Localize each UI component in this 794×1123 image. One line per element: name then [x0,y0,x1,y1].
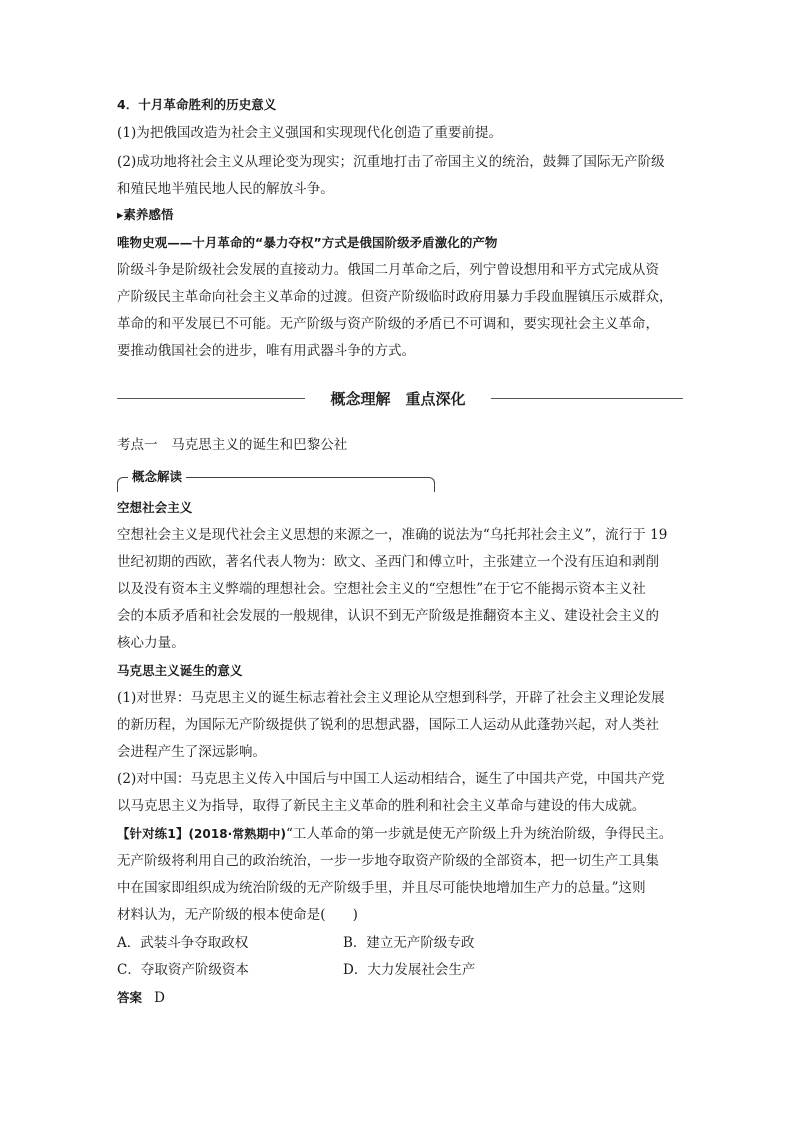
concept-box-label: 概念解读 [128,468,186,486]
option-a: A．武装斗争夺取政权 [117,935,249,951]
paragraph-line: (2)成功地将社会主义从理论变为现实；沉重地打击了帝国主义的统治，鼓舞了国际无产阶级 [117,154,665,170]
paragraph-line: 会进程产生了深远影响。 [117,744,267,760]
divider-right [491,398,683,399]
paragraph-line: 要推动俄国社会的进步，唯有用武器斗争的方式。 [117,343,416,359]
paragraph-line: 核心力量。 [117,635,185,651]
paragraph-line: 空想社会主义是现代社会主义思想的来源之一，准确的说法为“乌托邦社会主义”，流行于 19 [117,527,668,543]
exercise-text: “工人革命的第一步就是使无产阶级上升为统治阶级，争得民主。 [285,826,673,842]
divider-left [117,398,305,399]
option-c: C．夺取资产阶级资本 [117,962,249,978]
paragraph-line: (1)为把俄国改造为社会主义强国和实现现代化创造了重要前提。 [117,125,503,141]
exercise-tag: 【针对练1】 [117,826,189,841]
paragraph-line: 世纪初期的西欧，著名代表人物为：欧文、圣西门和傅立叶，主张建立一个没有压迫和剥削 [117,554,659,570]
option-d: D．大力发展社会生产 [343,962,476,978]
answer-value: D [154,990,165,1006]
section-banner-title: 概念理解 重点深化 [330,390,466,408]
exercise-first-line [117,825,683,843]
paragraph-line: 以及没有资本主义弊端的理想社会。空想社会主义的“空想性”在于它不能揭示资本主义社 [117,581,646,597]
section-heading: 4．十月革命胜利的历史意义 [117,97,277,112]
question-stem: 材料认为，无产阶级的根本使命是( ) [117,907,358,923]
answer-label: 答案 [117,990,143,1005]
literacy-title: 唯物史观——十月革命的“暴力夺权”方式是俄国阶级矛盾激化的产物 [117,235,498,250]
topic-title: 考点一 马克思主义的诞生和巴黎公社 [117,437,348,453]
paragraph-line: 以马克思主义为指导，取得了新民主主义革命的胜利和社会主义革命与建设的伟大成就。 [117,798,646,814]
paragraph-line: (1)对世界：马克思主义的诞生标志着社会主义理论从空想到科学，开辟了社会主义理论发展 [117,690,665,706]
paragraph-line: 产阶级民主革命向社会主义革命的过渡。但资产阶级临时政府用暴力手段血腥镇压示威群众， [117,289,673,305]
paragraph-line: 会的本质矛盾和社会发展的一般规律，认识不到无产阶级是推翻资本主义、建设社会主义的 [117,608,659,624]
paragraph-line: 的新历程，为国际无产阶级提供了锐利的思想武器，国际工人运动从此蓬勃兴起，对人类社 [117,717,659,733]
paragraph-line: 革命的和平发展已不可能。无产阶级与资产阶级的矛盾已不可调和，要实现社会主义革命， [117,316,659,332]
subsection-title: 马克思主义诞生的意义 [117,663,243,678]
paragraph-line: (2)对中国：马克思主义传入中国后与中国工人运动相结合，诞生了中国共产党，中国共产党 [117,771,665,787]
exercise-source: (2018·常熟期中) [188,827,286,841]
literacy-marker: ▸素养感悟 [117,207,174,222]
paragraph-line: 无产阶级将利用自己的政治统治，一步一步地夺取资产阶级的全部资本，把一切生产工具集 [117,853,659,869]
paragraph-line: 阶级斗争是阶级社会发展的直接动力。俄国二月革命之后，列宁曾设想用和平方式完成从资 [117,262,659,278]
paragraph-line: 和殖民地半殖民地人民的解放斗争。 [117,181,334,197]
option-b: B．建立无产阶级专政 [343,935,475,951]
answer-line [117,989,683,1007]
subsection-title: 空想社会主义 [117,500,193,515]
paragraph-line: 中在国家即组织成为统治阶级的无产阶级手里，并且尽可能快地增加生产力的总量。”这则 [117,880,646,896]
